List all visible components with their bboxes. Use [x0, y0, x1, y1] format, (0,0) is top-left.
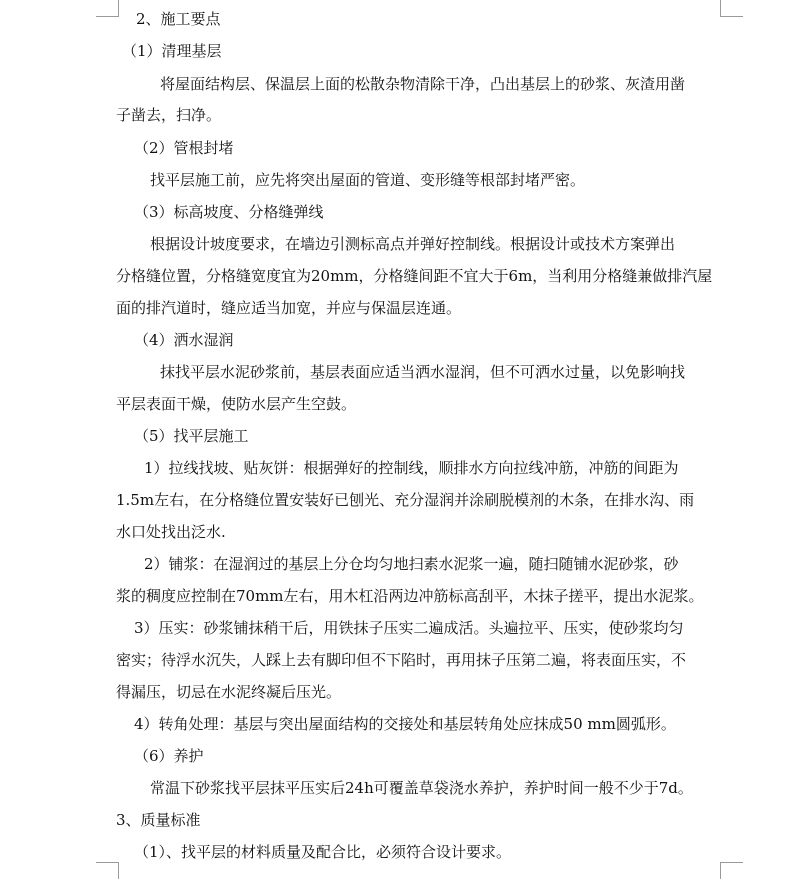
section-heading: 2、施工要点	[136, 10, 221, 28]
paragraph-line: 2）铺浆：在湿润过的基层上分仓均匀地扫素水泥浆一遍，随扫随铺水泥砂浆，砂	[144, 555, 679, 573]
subheading: （3）标高坡度、分格缝弹线	[134, 203, 324, 221]
paragraph-line: 常温下砂浆找平层抹平压实后24h可覆盖草袋浇水养护，养护时间一般不少于7d。	[150, 779, 693, 797]
paragraph-line: 找平层施工前，应先将突出屋面的管道、变形缝等根部封堵严密。	[150, 171, 586, 189]
paragraph-line: 密实；待浮水沉失，人踩上去有脚印但不下陷时，再用抹子压第二遍，将表面压实，不	[116, 651, 687, 669]
paragraph-line: 得漏压，切忌在水泥终凝后压光。	[116, 683, 342, 701]
subheading: （2）管根封堵	[134, 139, 234, 157]
paragraph-line: 分格缝位置，分格缝宽度宜为20mm，分格缝间距不宜大于6m，当利用分格缝兼做排汽屋	[116, 267, 713, 285]
paragraph-line: （1）、找平层的材料质量及配合比，必须符合设计要求。	[134, 843, 512, 861]
subheading: （5）找平层施工	[134, 427, 249, 445]
crop-mark-bottom-left	[96, 862, 119, 879]
paragraph-line: 水口处找出泛水.	[116, 523, 226, 541]
paragraph-line: 浆的稠度应控制在70mm左右，用木杠沿两边冲筋标高刮平，木抹子搓平，提出水泥浆。	[116, 587, 704, 605]
subheading: （4）洒水湿润	[134, 331, 234, 349]
paragraph-line: 抹找平层水泥砂浆前，基层表面应适当洒水湿润，但不可洒水过量，以免影响找	[160, 363, 686, 381]
paragraph-line: 平层表面干燥，使防水层产生空鼓。	[116, 395, 357, 413]
section-heading: 3、质量标准	[116, 811, 201, 829]
crop-mark-bottom-right	[720, 862, 743, 879]
paragraph-line: 根据设计坡度要求，在墙边引测标高点并弹好控制线。根据设计或技术方案弹出	[150, 235, 676, 253]
subheading: （6）养护	[134, 747, 204, 765]
paragraph-line: 面的排汽道时，缝应适当加宽，并应与保温层连通。	[116, 299, 462, 317]
paragraph-line: 1）拉线找坡、贴灰饼：根据弹好的控制线，顺排水方向拉线冲筋，冲筋的间距为	[144, 459, 679, 477]
paragraph-line: 3）压实：砂浆铺抹稍干后，用铁抹子压实二遍成活。头遍拉平、压实，使砂浆均匀	[134, 619, 684, 637]
paragraph-line: 子凿去，扫净。	[116, 106, 222, 124]
paragraph-line: 4）转角处理：基层与突出屋面结构的交接处和基层转角处应抹成50 mm圆弧形。	[134, 715, 676, 733]
subheading: （1）清理基层	[122, 42, 222, 60]
paragraph-line: 将屋面结构层、保温层上面的松散杂物清除干净，凸出基层上的砂浆、灰渣用凿	[160, 75, 686, 93]
paragraph-line: 1.5m左右，在分格缝位置安装好已刨光、充分湿润并涂刷脱模剂的木条，在排水沟、雨	[116, 491, 695, 509]
